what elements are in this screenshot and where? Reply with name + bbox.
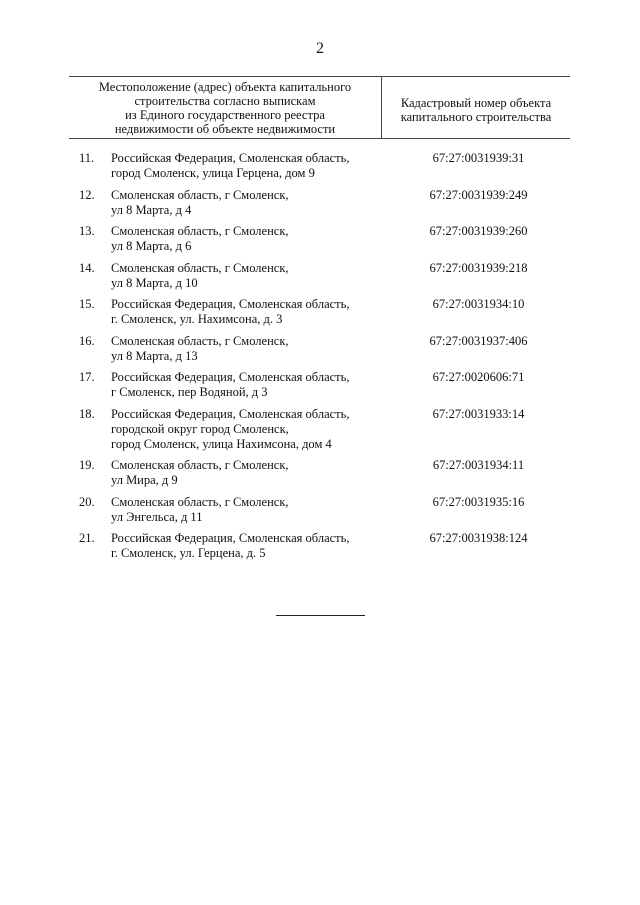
address-cell: Российская Федерация, Смоленская область, г. Смоленск, ул. Герцена, д. 5 [111, 531, 350, 560]
row-number: 17. [79, 370, 95, 384]
cadastral-number-cell: 67:27:0031938:124 [429, 531, 528, 545]
row-number: 14. [79, 260, 95, 275]
address-cell: Смоленская область, г Смоленск, ул 8 Марта, д 6 [111, 224, 289, 253]
address-cell: Российская Федерация, Смоленская область, г. Смоленск, ул. Нахимсона, д. 3 [111, 297, 350, 326]
table-row [69, 151, 570, 181]
table-row [69, 458, 570, 488]
cadastral-number-cell: 67:27:0031939:31 [432, 151, 525, 165]
table-row [69, 531, 570, 561]
table-row [69, 188, 570, 218]
table-row [69, 370, 570, 400]
row-number: 19. [79, 458, 95, 472]
cadastral-number-cell: 67:27:0031939:249 [429, 187, 528, 202]
cadastral-number-cell: 67:27:0020606:71 [432, 370, 525, 384]
cadastral-number-cell: 67:27:0031934:11 [432, 458, 525, 472]
page-number: 2 [316, 40, 324, 57]
address-cell: Российская Федерация, Смоленская область, город Смоленск, улица Герцена, дом 9 [111, 151, 350, 180]
address-cell: Смоленская область, г Смоленск, ул Мира, д 9 [111, 458, 289, 487]
row-number: 18. [79, 406, 95, 421]
row-number: 20. [79, 494, 95, 509]
row-number: 13. [79, 224, 95, 238]
row-number: 12. [79, 187, 95, 202]
row-number: 21. [79, 531, 95, 545]
row-number: 16. [79, 333, 95, 348]
address-cell: Смоленская область, г Смоленск, ул 8 Марта, д 13 [111, 333, 289, 363]
location-column-header: Местоположение (адрес) объекта капитального строительства согласно выпискам из Единого государственного реестра недвижимости об объекте недвижимости [69, 77, 382, 138]
table-row [69, 334, 570, 364]
cadastral-number-cell: 67:27:0031935:16 [432, 494, 525, 509]
table-row [69, 297, 570, 327]
closing-line [276, 615, 365, 616]
cadastral-number-cell: 67:27:0031939:218 [429, 260, 528, 275]
cadastral-number-cell: 67:27:0031939:260 [429, 224, 528, 238]
row-number: 11. [79, 151, 95, 165]
address-cell: Смоленская область, г Смоленск, ул Энгельса, д 11 [111, 494, 289, 524]
address-cell: Смоленская область, г Смоленск, ул 8 Марта, д 10 [111, 260, 289, 290]
table-row [69, 224, 570, 254]
table-row [69, 495, 570, 525]
address-cell: Смоленская область, г Смоленск, ул 8 Марта, д 4 [111, 187, 289, 217]
table-row [69, 261, 570, 291]
table-row [69, 407, 570, 452]
cadastral-column-header: Кадастровый номер объекта капитального строительства [400, 95, 552, 124]
table-header [69, 76, 570, 139]
cadastral-number-cell: 67:27:0031934:10 [432, 297, 525, 311]
address-cell: Российская Федерация, Смоленская область, г Смоленск, пер Водяной, д 3 [111, 370, 350, 399]
table-body [69, 151, 570, 568]
row-number: 15. [79, 297, 95, 311]
address-cell: Российская Федерация, Смоленская область, городской округ город Смоленск, город Смоленск, улица Нахимсона, дом 4 [111, 406, 350, 451]
cadastral-number-cell: 67:27:0031933:14 [432, 406, 525, 421]
cadastral-number-cell: 67:27:0031937:406 [429, 333, 528, 348]
